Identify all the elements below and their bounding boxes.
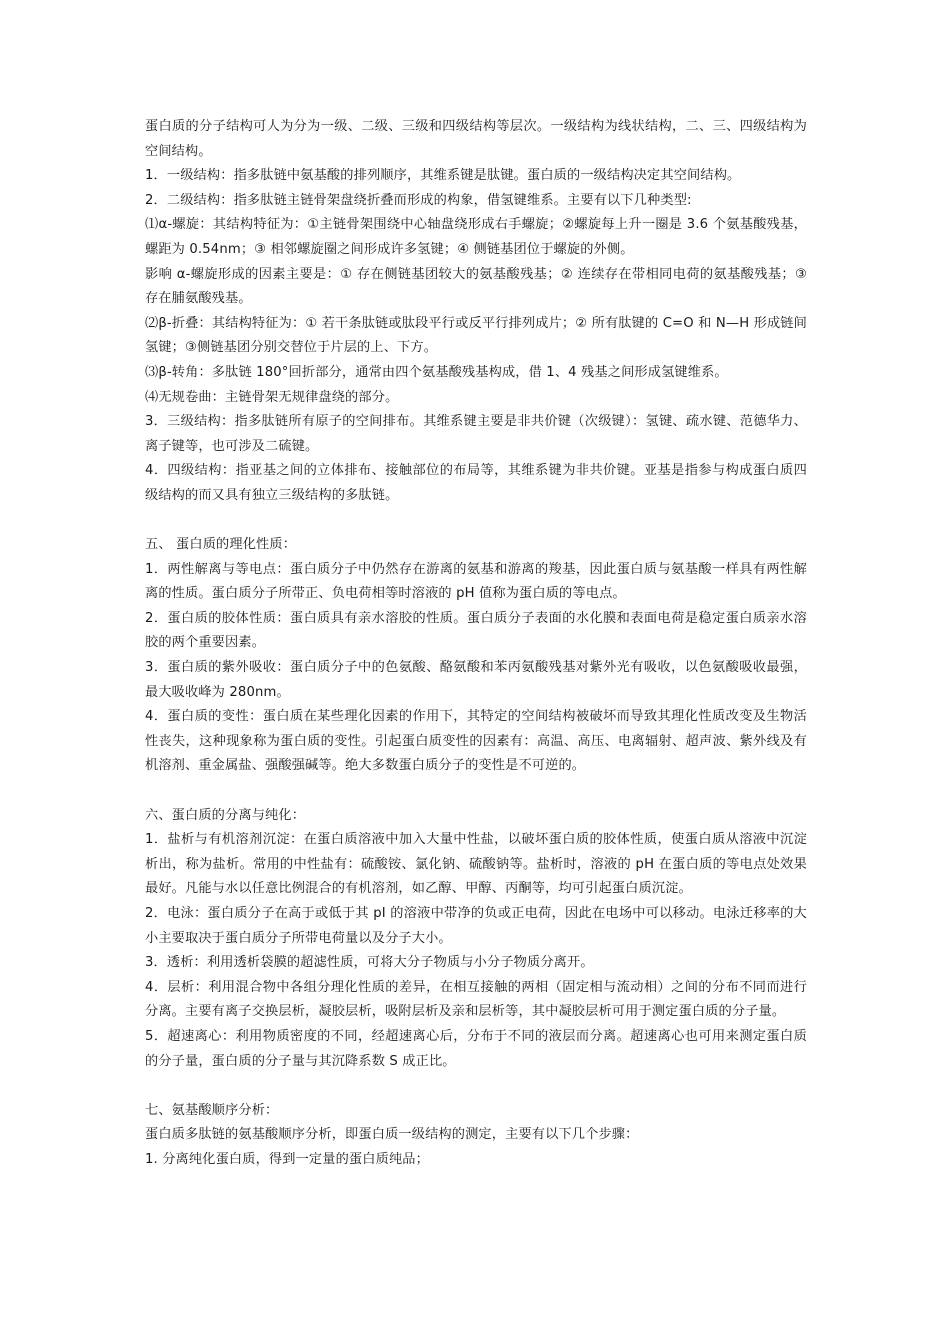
denaturation-item: 4．蛋白质的变性：蛋白质在某些理化因素的作用下，其特定的空间结构被破坏而导致其理化性质改变及生物活性丧失，这种现象称为蛋白质的变性。引起蛋白质变性的因素有：高温、高压、电离辐射、超声波、紫外线及有机溶剂、重金属盐、强酸强碱等。绝大多数蛋白质分子的变性是不可逆的。 xyxy=(145,709,807,774)
section-spacer xyxy=(145,509,807,534)
dialysis-item: 3．透析：利用透析袋膜的超滤性质，可将大分子物质与小分子物质分离开。 xyxy=(145,955,594,971)
quaternary-structure-item: 4．四级结构：指亚基之间的立体排布、接触部位的布局等，其维系键为非共价键。亚基是指参与构成蛋白质四级结构的而又具有独立三级结构的多肽链。 xyxy=(145,463,807,503)
beta-turn-item: ⑶β-转角：多肽链 180°回折部分，通常由四个氨基酸残基构成，借 1、4 残基之间形成氢键维系。 xyxy=(145,364,728,380)
section-spacer xyxy=(145,1074,807,1099)
isoelectric-point-item: 1．两性解离与等电点：蛋白质分子中仍然存在游离的氨基和游离的羧基，因此蛋白质与氨基酸一样具有两性解离的性质。蛋白质分子所带正、负电荷相等时溶液的 pH 值称为蛋白质的等电点。 xyxy=(145,561,807,602)
random-coil-item: ⑷无规卷曲：主链骨架无规律盘绕的部分。 xyxy=(145,389,399,405)
primary-structure-item: 1．一级结构：指多肽链中氨基酸的排列顺序，其维系键是肽键。蛋白质的一级结构决定其空间结构。 xyxy=(145,168,741,184)
secondary-structure-item: 2．二级结构：指多肽链主链骨架盘绕折叠而形成的构象，借氢键维系。主要有以下几种类型: xyxy=(145,192,692,208)
section-heading-sequence: 七、氨基酸顺序分析： xyxy=(145,1102,279,1118)
tertiary-structure-item: 3．三级结构：指多肽链所有原子的空间排布。其维系键主要是非共价键（次级键）：氢键、疏水键、范德华力、离子键等，也可涉及二硫键。 xyxy=(145,414,807,454)
uv-absorption-item: 3．蛋白质的紫外吸收：蛋白质分子中的色氨酸、酪氨酸和苯丙氨酸残基对紫外光有吸收，以色氨酸吸收最强，最大吸收峰为 280nm。 xyxy=(145,660,807,700)
alpha-helix-item: ⑴α-螺旋：其结构特征为：①主链骨架围绕中心轴盘绕形成右手螺旋；②螺旋每上升一圈是 3.6 个氨基酸残基，螺距为 0.54nm；③ 相邻螺旋圈之间形成许多氢键；④ 侧链基团位于螺旋的外侧。 xyxy=(145,217,807,257)
electrophoresis-item: 2．电泳：蛋白质分子在高于或低于其 pI 的溶液中带净的负或正电荷，因此在电场中可以移动。电泳迁移率的大小主要取决于蛋白质分子所带电荷量以及分子大小。 xyxy=(145,906,807,946)
alpha-helix-factors: 影响 α-螺旋形成的因素主要是：① 存在侧链基团较大的氨基酸残基；② 连续存在带相同电荷的氨基酸残基；③ 存在脯氨酸残基。 xyxy=(145,266,807,307)
section-heading-separation: 六、蛋白质的分离与纯化： xyxy=(145,807,306,823)
sequence-step-1: 1. 分离纯化蛋白质，得到一定量的蛋白质纯品； xyxy=(145,1151,429,1167)
colloid-property-item: 2．蛋白质的胶体性质：蛋白质具有亲水溶胶的性质。蛋白质分子表面的水化膜和表面电荷是稳定蛋白质亲水溶胶的两个重要因素。 xyxy=(145,610,807,651)
beta-sheet-item: ⑵β-折叠：其结构特征为：① 若干条肽链或肽段平行或反平行排列成片；② 所有肽键的 C=O 和 N—H 形成链间氢键；③侧链基团分别交替位于片层的上、下方。 xyxy=(145,315,807,356)
ultracentrifugation-item: 5．超速离心：利用物质密度的不同，经超速离心后，分布于不同的液层而分离。超速离心也可用来测定蛋白质的分子量，蛋白质的分子量与其沉降系数 S 成正比。 xyxy=(145,1028,807,1069)
chromatography-item: 4．层析：利用混合物中各组分理化性质的差异，在相互接触的两相（固定相与流动相）之间的分布不同而进行分离。主要有离子交换层析，凝胶层析，吸附层析及亲和层析等，其中凝胶层析可用于测定蛋白质的分子量。 xyxy=(145,979,807,1020)
intro-paragraph: 蛋白质的分子结构可人为分为一级、二级、三级和四级结构等层次。一级结构为线状结构，二、三、四级结构为空间结构。 xyxy=(145,119,807,159)
document-body xyxy=(145,115,807,1173)
sequence-intro: 蛋白质多肽链的氨基酸顺序分析，即蛋白质一级结构的测定，主要有以下几个步骤： xyxy=(145,1127,639,1143)
salting-out-item: 1．盐析与有机溶剂沉淀：在蛋白质溶液中加入大量中性盐，以破坏蛋白质的胶体性质，使蛋白质从溶液中沉淀析出，称为盐析。常用的中性盐有：硫酸铵、氯化钠、硫酸钠等。盐析时，溶液的 pH 在蛋白质的等电点处效果最好。凡能与水以任意比例混合的有机溶剂，如乙醇、甲醇、丙酮等，均可引起蛋白质沉淀。 xyxy=(145,832,807,897)
section-spacer xyxy=(145,779,807,804)
section-heading-physicochemical: 五、 蛋白质的理化性质： xyxy=(145,537,297,553)
